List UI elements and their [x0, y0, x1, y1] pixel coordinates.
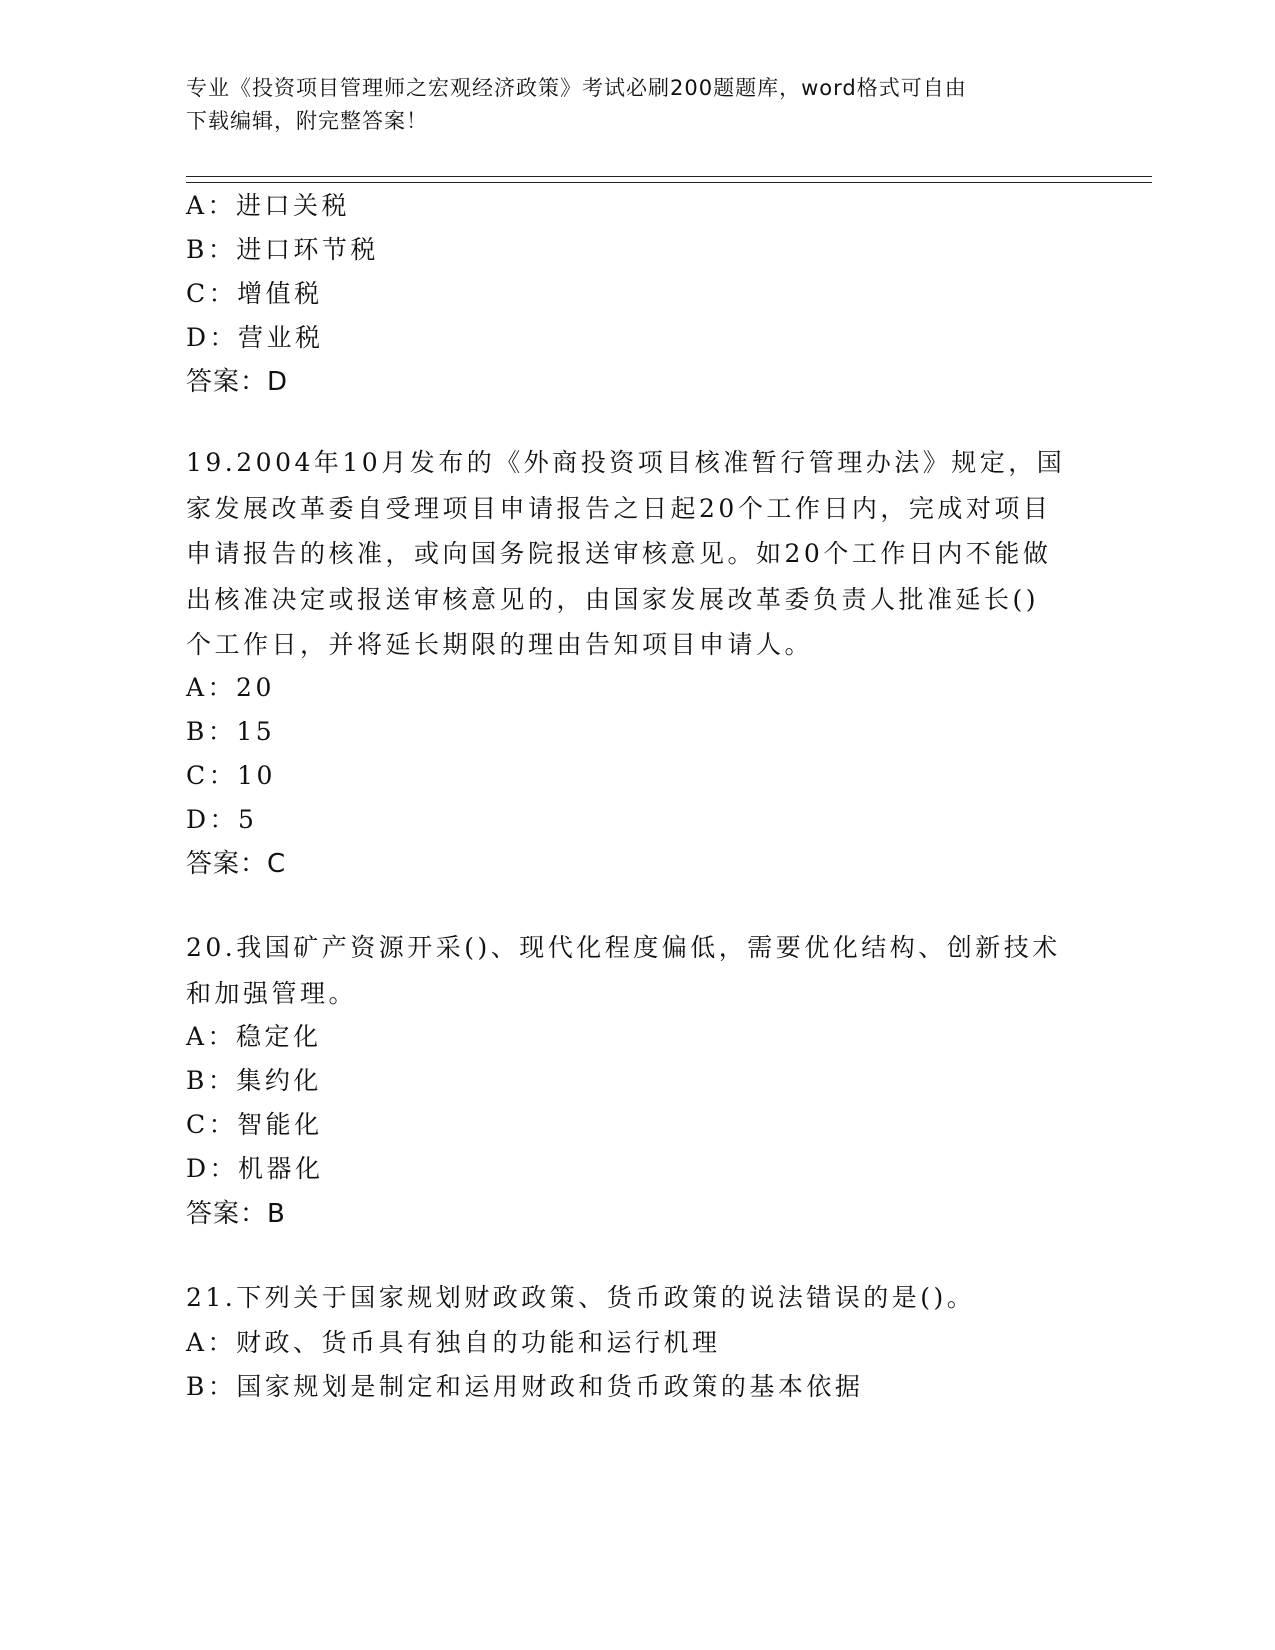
q19-option-b: B：15 — [186, 717, 276, 746]
q18-option-b: B：进口环节税 — [186, 235, 379, 264]
document-header — [186, 72, 1066, 138]
q19-text-line-5: 个工作日，并将延长期限的理由告知项目申请人。 — [186, 630, 814, 659]
q19-option-a: A：20 — [186, 673, 275, 702]
header-line-1: 专业《投资项目管理师之宏观经济政策》考试必刷200题题库，word格式可自由 — [186, 76, 967, 100]
q20-text-line-2: 和加强管理。 — [186, 978, 358, 1008]
q21-option-a: A：财政、货币具有独自的功能和运行机理 — [186, 1328, 721, 1357]
header-line-2: 下载编辑，附完整答案！ — [186, 109, 428, 133]
q20-option-c: C：智能化 — [186, 1110, 323, 1139]
q20-option-b: B：集约化 — [186, 1066, 322, 1095]
q21-question-text — [186, 1275, 1066, 1321]
q18-option-c: C：增值税 — [186, 279, 323, 308]
q21-text-line-1: 21.下列关于国家规划财政政策、货币政策的说法错误的是()。 — [186, 1283, 976, 1312]
q20-answer: 答案：B — [186, 1199, 286, 1229]
header-divider-top — [186, 176, 1152, 177]
q19-option-c: C：10 — [186, 761, 276, 790]
q21-option-b: B：国家规划是制定和运用财政和货币政策的基本依据 — [186, 1372, 864, 1401]
q18-answer: 答案：D — [186, 367, 289, 397]
q20-text-line-1: 20.我国矿产资源开采()、现代化程度偏低，需要优化结构、创新技术 — [186, 933, 1061, 962]
q20-option-d: D：机器化 — [186, 1154, 324, 1183]
q19-text-line-3: 申请报告的核准，或向国务院报送审核意见。如20个工作日内不能做 — [186, 539, 1052, 568]
q18-option-d: D：营业税 — [186, 323, 324, 352]
q19-text-line-4: 出核准决定或报送审核意见的，由国家发展改革委负责人批准延长() — [186, 584, 1040, 614]
header-divider-bottom — [186, 182, 1152, 183]
q20-question-text — [186, 925, 1066, 1016]
q19-answer: 答案：C — [186, 849, 287, 879]
q19-option-d: D：5 — [186, 805, 258, 834]
q18-option-a: A：进口关税 — [186, 191, 351, 220]
q20-option-a: A：稳定化 — [186, 1022, 322, 1051]
q19-text-line-2: 家发展改革委自受理项目申请报告之日起20个工作日内，完成对项目 — [186, 493, 1052, 523]
q19-text-line-1: 19.2004年10月发布的《外商投资项目核准暂行管理办法》规定，国 — [186, 448, 1066, 477]
q19-question-text — [186, 440, 1066, 668]
